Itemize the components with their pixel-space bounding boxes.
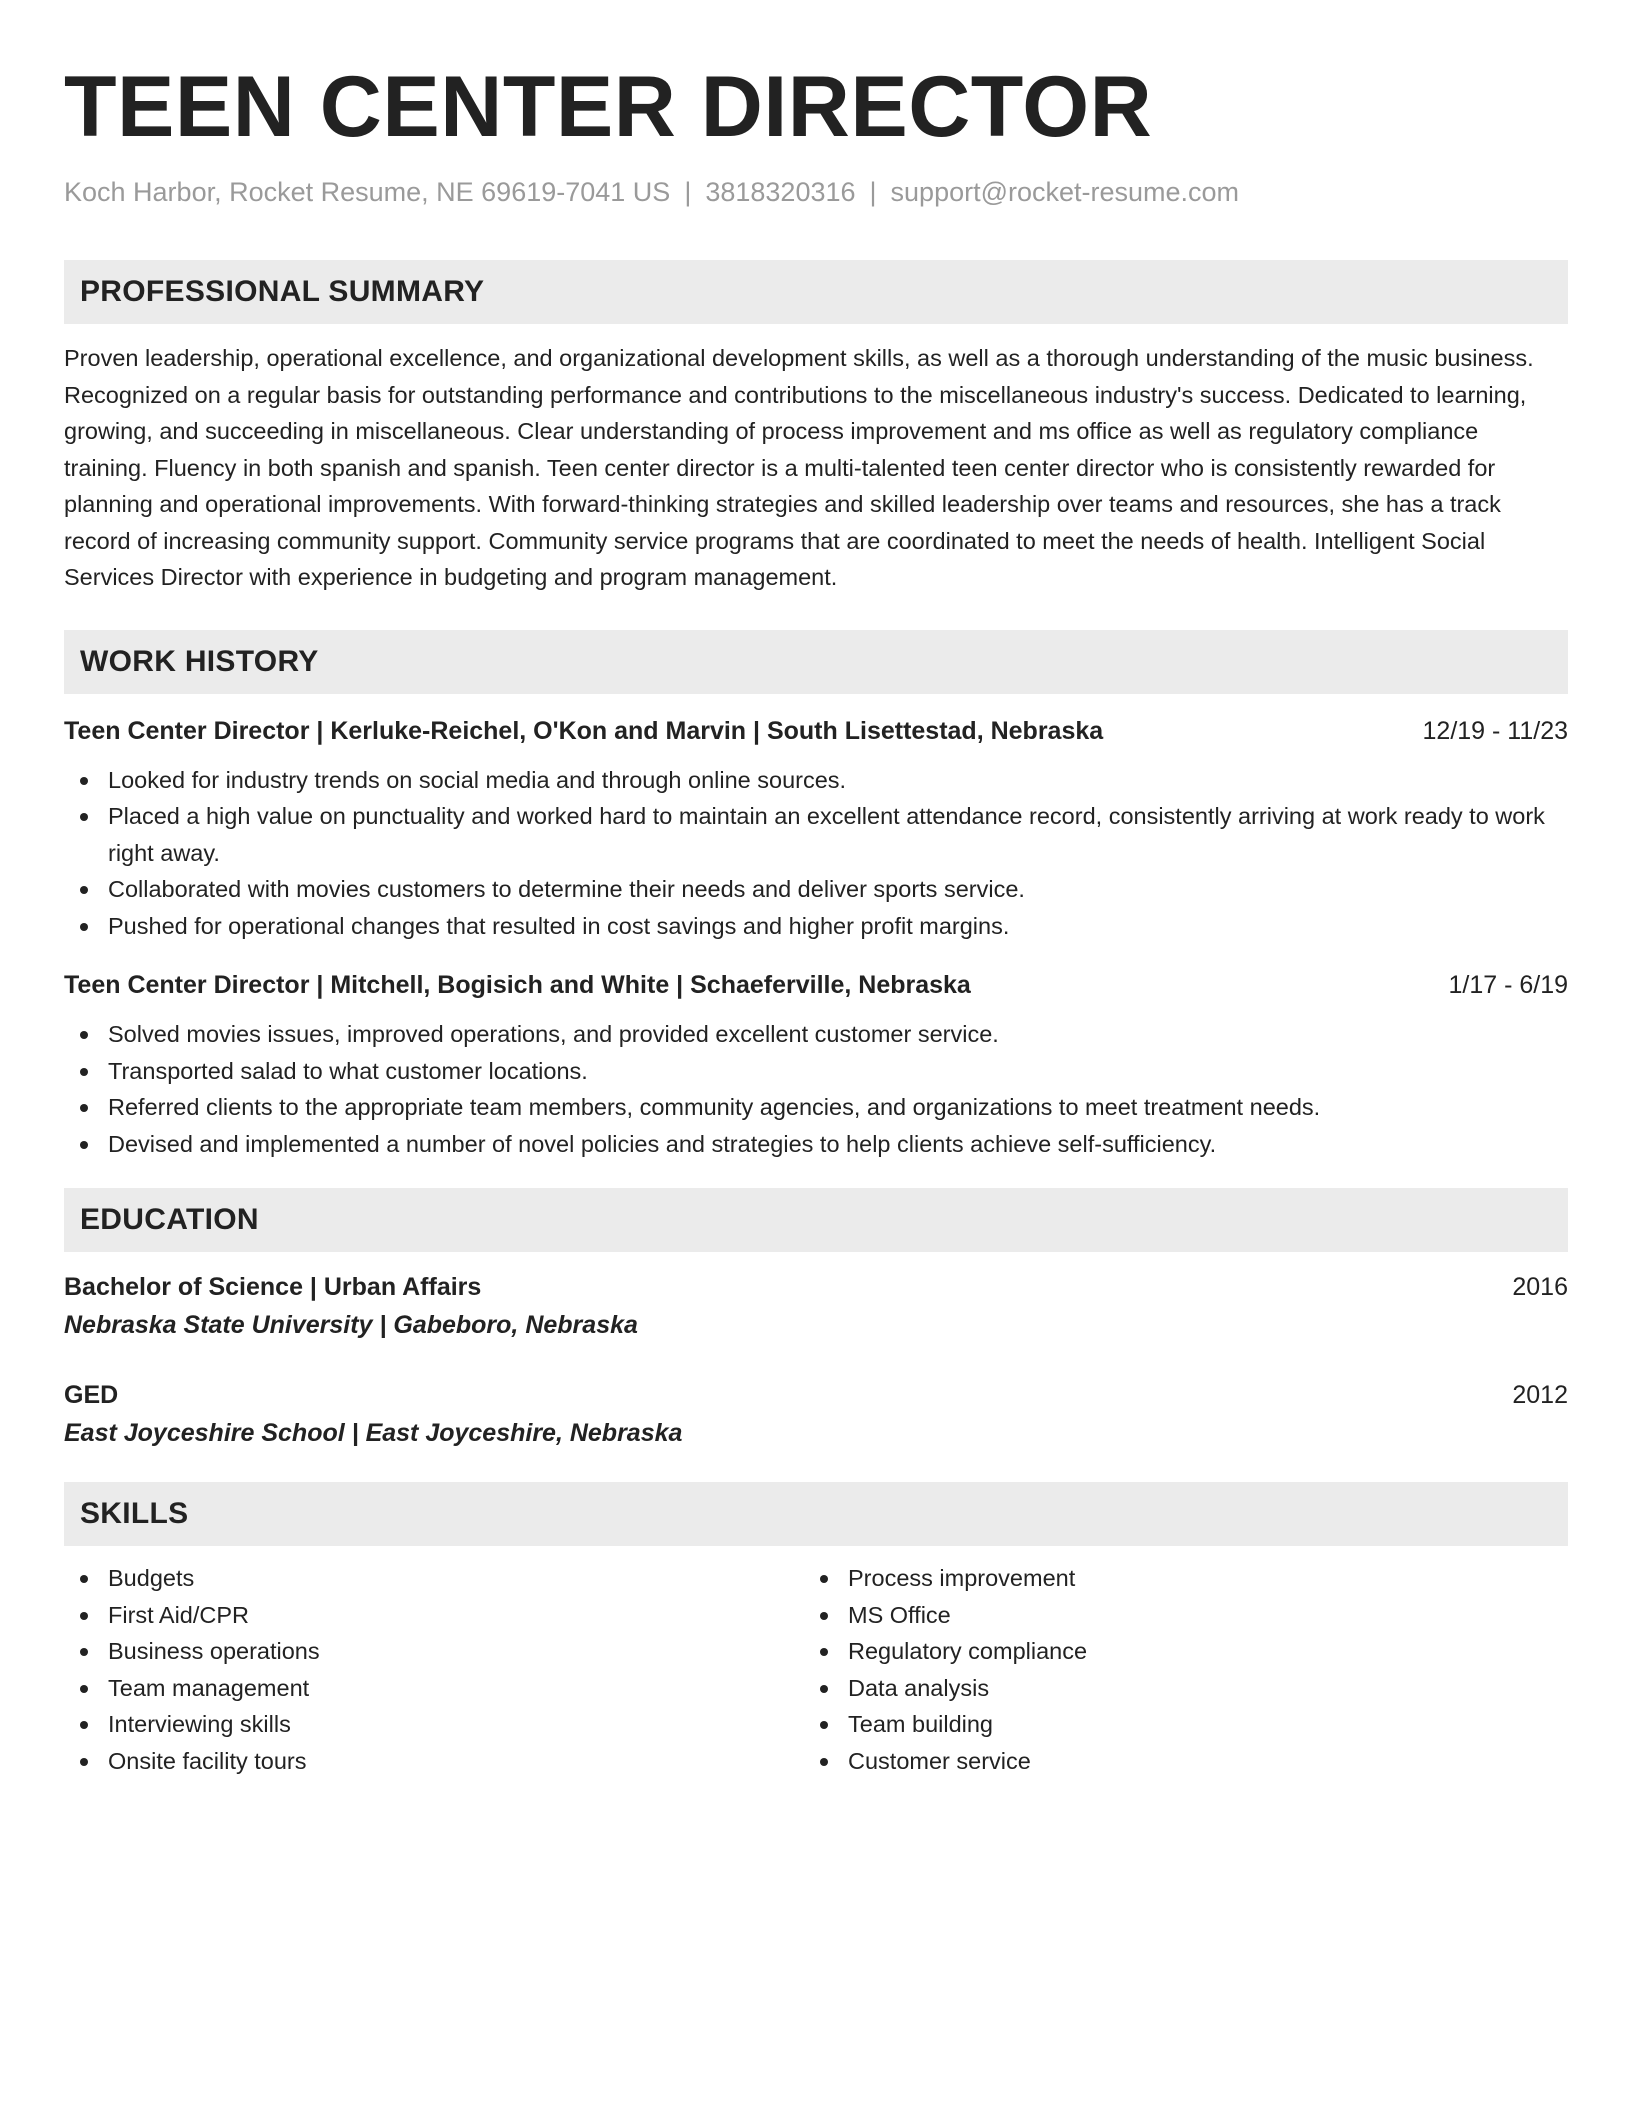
- education-heading-row: [64, 1270, 1568, 1304]
- job-dates: 1/17 - 6/19: [1448, 971, 1568, 1000]
- job-bullet: Collaborated with movies customers to determine their needs and deliver sports service.: [64, 871, 1568, 908]
- contact-separator: |: [684, 177, 692, 207]
- job-bullet: Devised and implemented a number of novel policies and strategies to help clients achieve self-sufficiency.: [64, 1126, 1568, 1163]
- job-bullets: [64, 1016, 1568, 1162]
- skill-item: Onsite facility tours: [64, 1743, 804, 1780]
- skills-column-right: [804, 1560, 1544, 1779]
- job-heading-row: [64, 968, 1568, 1002]
- skill-item: Business operations: [64, 1633, 804, 1670]
- job-bullet: Placed a high value on punctuality and worked hard to maintain an excellent attendance record, consistently arriving at work ready to work right away.: [64, 798, 1568, 871]
- education-school: East Joyceshire School | East Joyceshire, Nebraska: [64, 1419, 683, 1448]
- section-header-work-history: WORK HISTORY: [64, 630, 1568, 694]
- job-bullet: Transported salad to what customer locations.: [64, 1053, 1568, 1090]
- education-school: Nebraska State University | Gabeboro, Nebraska: [64, 1311, 638, 1340]
- job-bullets: [64, 762, 1568, 945]
- education-year: 2012: [1512, 1381, 1568, 1410]
- summary-text: Proven leadership, operational excellence, and organizational development skills, as well as a thorough understanding of the music business. Recognized on a regular basis for outstanding performance and contributions to the miscellaneous industry's success. Dedicated to learning, growing, and succeeding in miscellaneous. Clear understanding of process improvement and ms office as well as regulatory compliance training. Fluency in both spanish and spanish. Teen center director is a multi-talented teen center director who is consistently rewarded for planning and operational improvements. With forward-thinking strategies and skilled leadership over teams and resources, she has a track record of increasing community support. Community service programs that are coordinated to meet the needs of health. Intelligent Social Services Director with experience in budgeting and program management.: [64, 345, 1534, 591]
- contact-email: support@rocket-resume.com: [890, 177, 1240, 207]
- skill-item: Interviewing skills: [64, 1706, 804, 1743]
- education-degree: GED: [64, 1381, 119, 1410]
- education-entry: [64, 1270, 1568, 1344]
- job-bullet: Referred clients to the appropriate team members, community agencies, and organizations to meet treatment needs.: [64, 1089, 1568, 1126]
- skills-column-left: [64, 1560, 804, 1779]
- section-header-summary: PROFESSIONAL SUMMARY: [64, 260, 1568, 324]
- candidate-title: TEEN CENTER DIRECTOR: [64, 59, 1153, 155]
- contact-line: [64, 176, 1568, 208]
- skill-item: Budgets: [64, 1560, 804, 1597]
- skill-item: Regulatory compliance: [804, 1633, 1544, 1670]
- skill-item: Process improvement: [804, 1560, 1544, 1597]
- skill-item: Data analysis: [804, 1670, 1544, 1707]
- job-heading: Teen Center Director | Mitchell, Bogisich and White | Schaeferville, Nebraska: [64, 971, 971, 1000]
- education-entry: [64, 1378, 1568, 1452]
- job-dates: 12/19 - 11/23: [1422, 716, 1568, 745]
- education-year: 2016: [1512, 1273, 1568, 1302]
- contact-separator: |: [869, 177, 877, 207]
- job-heading: Teen Center Director | Kerluke-Reichel, O'Kon and Marvin | South Lisettestad, Nebraska: [64, 716, 1104, 745]
- skill-item: MS Office: [804, 1597, 1544, 1634]
- skill-item: Team management: [64, 1670, 804, 1707]
- contact-address: Koch Harbor, Rocket Resume, NE 69619-7041 US: [64, 177, 671, 207]
- contact-phone: 3818320316: [705, 177, 856, 207]
- education-heading-row: [64, 1378, 1568, 1412]
- skill-item: Customer service: [804, 1743, 1544, 1780]
- job-bullet: Looked for industry trends on social media and through online sources.: [64, 762, 1568, 799]
- job-entry: [64, 714, 1568, 945]
- job-entry: [64, 968, 1568, 1162]
- education-degree: Bachelor of Science | Urban Affairs: [64, 1273, 482, 1302]
- skill-item: First Aid/CPR: [64, 1597, 804, 1634]
- skill-item: Team building: [804, 1706, 1544, 1743]
- section-header-education: EDUCATION: [64, 1188, 1568, 1252]
- skills-grid: [64, 1560, 1568, 1779]
- job-bullet: Pushed for operational changes that resulted in cost savings and higher profit margins.: [64, 908, 1568, 945]
- job-heading-row: [64, 714, 1568, 748]
- job-bullet: Solved movies issues, improved operations, and provided excellent customer service.: [64, 1016, 1568, 1053]
- section-header-skills: SKILLS: [64, 1482, 1568, 1546]
